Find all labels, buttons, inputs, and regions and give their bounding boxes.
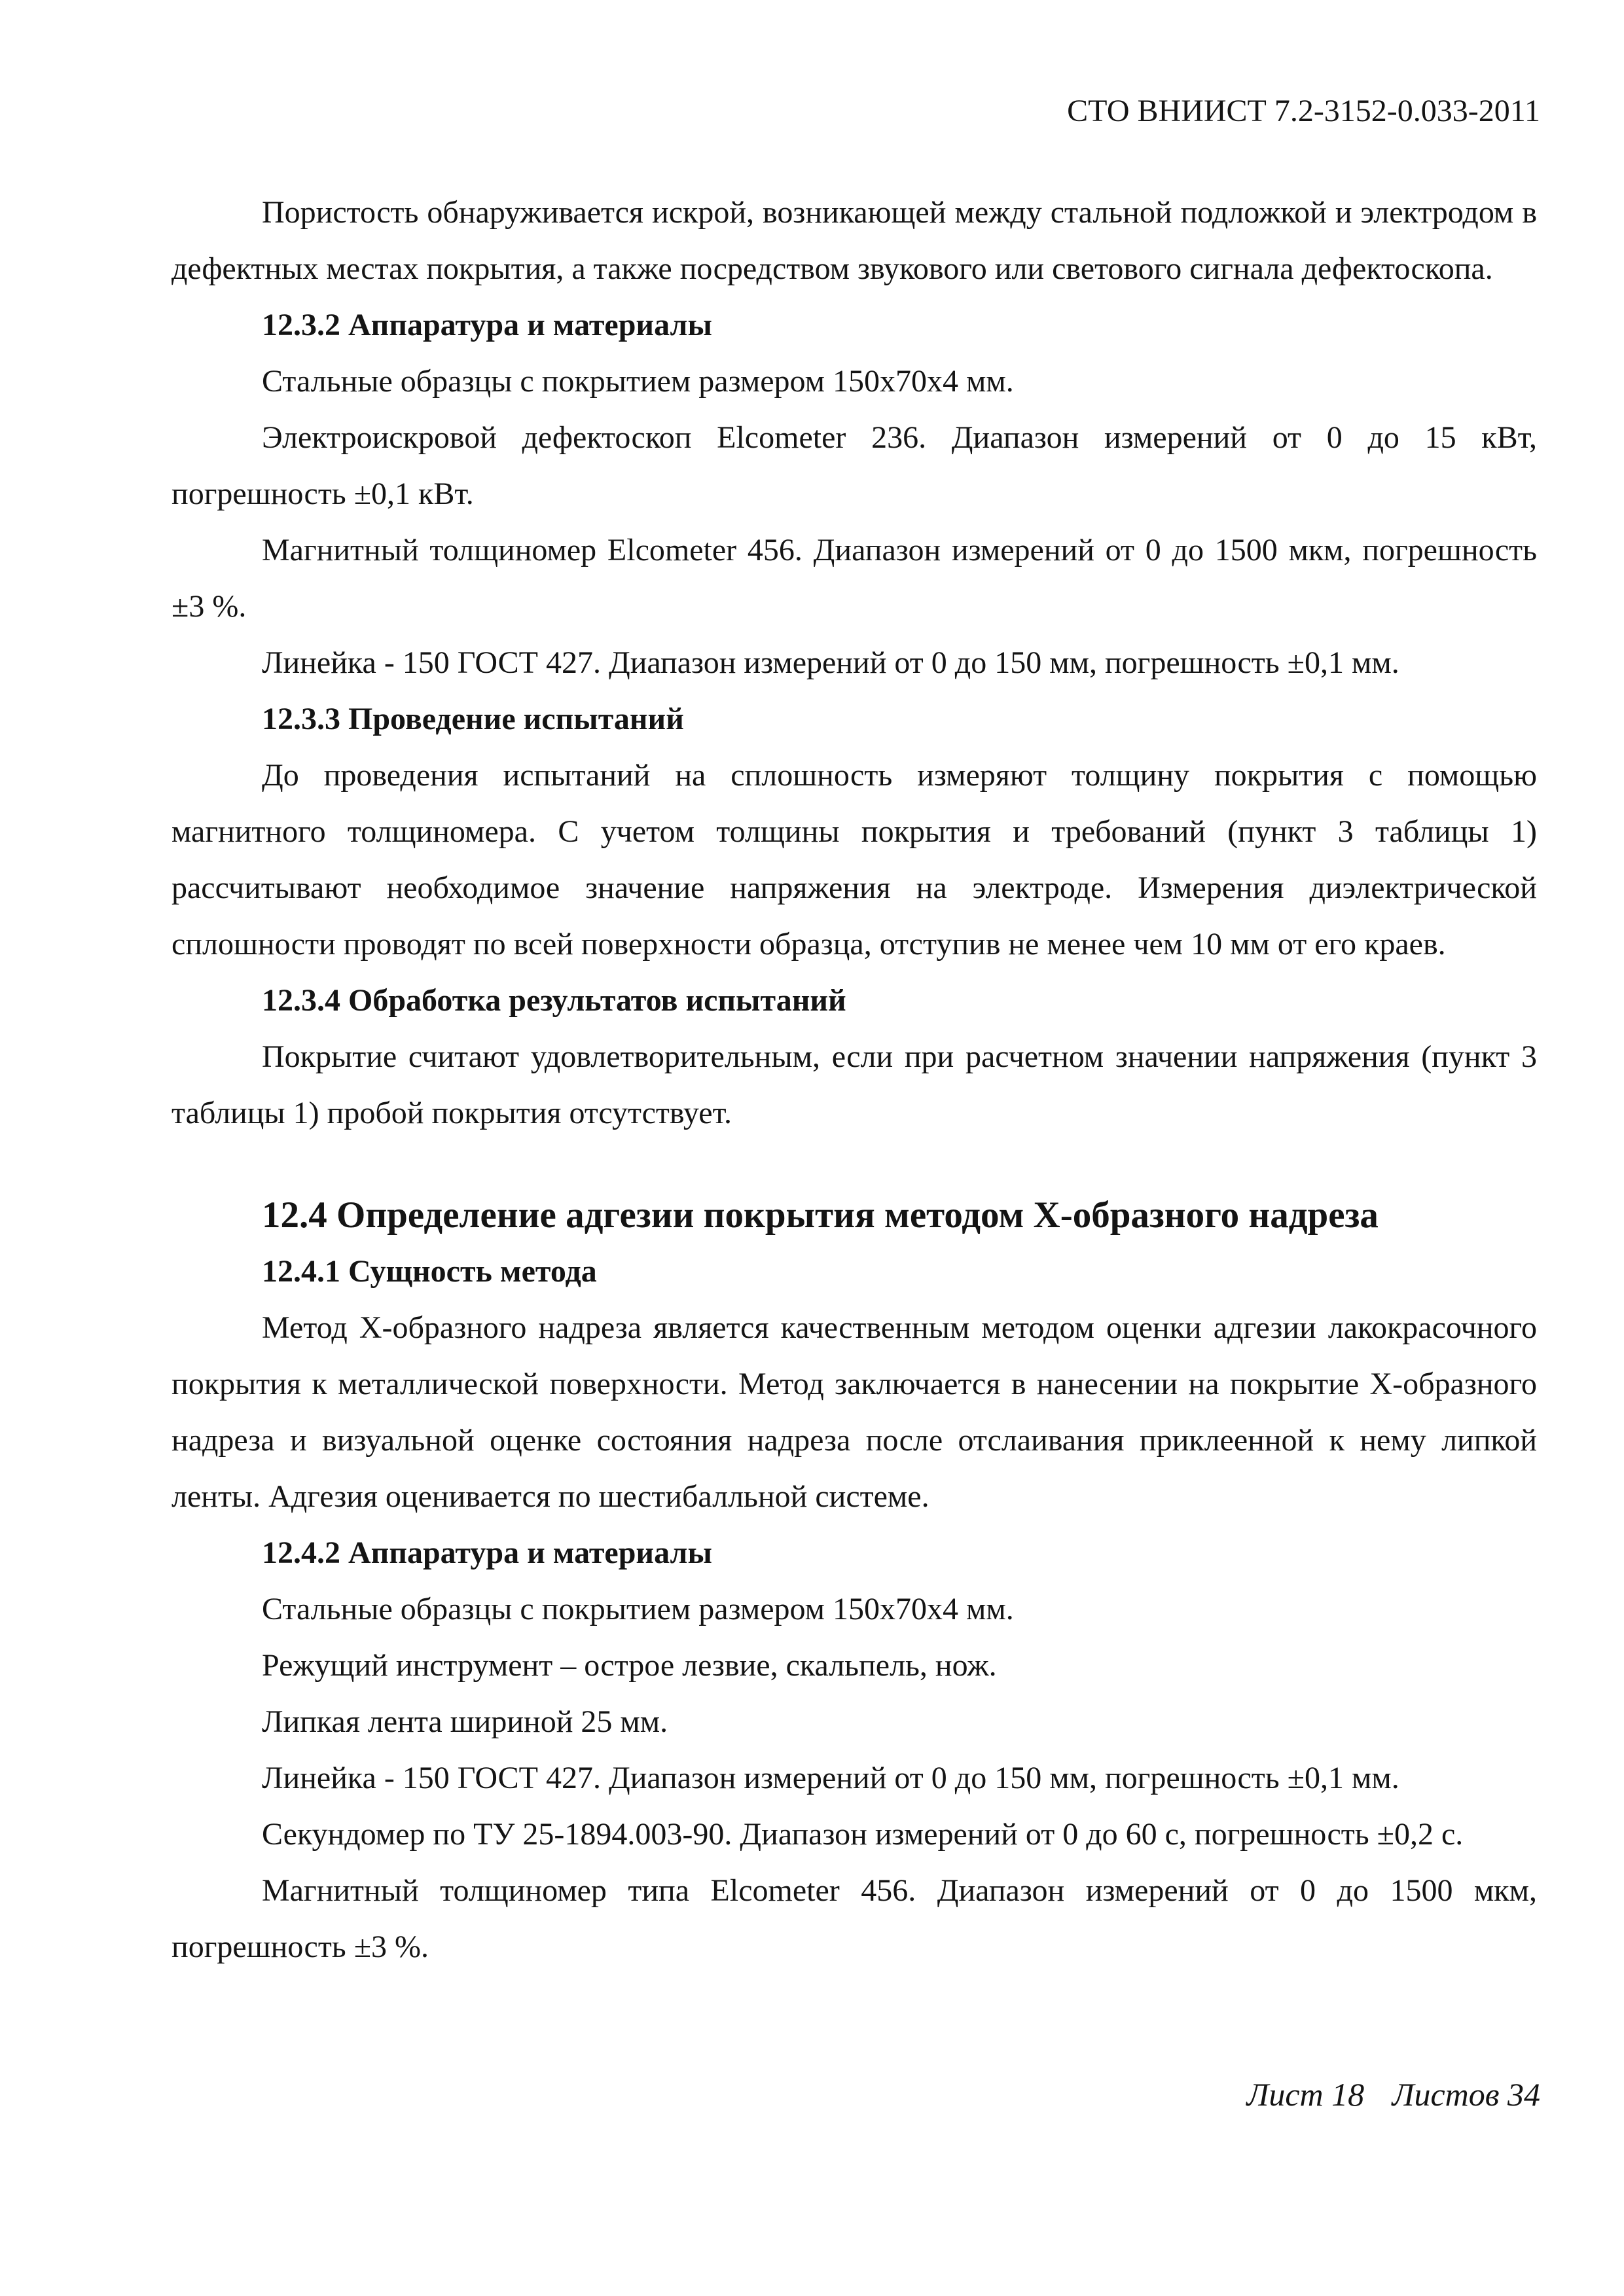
equipment-item: Режущий инструмент – острое лезвие, скальпель, нож. bbox=[262, 1648, 997, 1683]
equipment-item: Электроискровой дефектоскоп Elcometer 236. Диапазон измерений от 0 до 15 кВт, погрешность ±0,1 кВт. bbox=[171, 420, 1537, 511]
section-12-4-1-text: Метод X-образного надреза является качественным методом оценки адгезии лакокрасочного покрытия к металлической поверхности. Метод заключается в нанесении на покрытие X-образного надреза и визуальной оценке состояния надреза после отслаивания приклеенной к нему липкой ленты. Адгезия оценивается по шестибалльной системе. bbox=[171, 1310, 1537, 1514]
intro-paragraph: Пористость обнаруживается искрой, возникающей между стальной подложкой и электродом в дефектных местах покрытия, а также посредством звукового или светового сигнала дефектоскопа. bbox=[171, 195, 1537, 286]
section-12-3-4-text: Покрытие считают удовлетворительным, если при расчетном значении напряжения (пункт 3 таблицы 1) пробой покрытия отсутствует. bbox=[171, 1039, 1537, 1130]
page-footer bbox=[1246, 2075, 1540, 2114]
equipment-item: Линейка - 150 ГОСТ 427. Диапазон измерений от 0 до 150 мм, погрешность ±0,1 мм. bbox=[262, 1761, 1399, 1795]
equipment-item: Липкая лента шириной 25 мм. bbox=[262, 1704, 668, 1739]
equipment-item: Линейка - 150 ГОСТ 427. Диапазон измерений от 0 до 150 мм, погрешность ±0,1 мм. bbox=[262, 645, 1399, 680]
section-12-4-1-heading: 12.4.1 Сущность метода bbox=[262, 1254, 597, 1289]
section-12-4-heading: 12.4 Определение адгезии покрытия методом X-образного надреза bbox=[262, 1194, 1379, 1236]
equipment-item: Стальные образцы с покрытием размером 150х70х4 мм. bbox=[262, 364, 1014, 399]
section-12-3-3-heading: 12.3.3 Проведение испытаний bbox=[262, 702, 684, 736]
equipment-item: Магнитный толщиномер Elcometer 456. Диапазон измерений от 0 до 1500 мкм, погрешность ±3 %. bbox=[171, 533, 1537, 624]
sheet-number: Лист 18 bbox=[1246, 2076, 1365, 2113]
document-code: СТО ВНИИСТ 7.2-3152-0.033-2011 bbox=[1067, 94, 1540, 128]
equipment-item: Секундомер по ТУ 25-1894.003-90. Диапазон измерений от 0 до 60 с, погрешность ±0,2 с. bbox=[262, 1817, 1464, 1852]
section-12-3-4-heading: 12.3.4 Обработка результатов испытаний bbox=[262, 983, 846, 1018]
equipment-item: Магнитный толщиномер типа Elcometer 456. Диапазон измерений от 0 до 1500 мкм, погрешность ±3 %. bbox=[171, 1873, 1537, 1964]
section-12-3-3-text: До проведения испытаний на сплошность измеряют толщину покрытия с помощью магнитного толщиномера. С учетом толщины покрытия и требований (пункт 3 таблицы 1) рассчитывают необходимое значение напряжения на электроде. Измерения диэлектрической сплошности проводят по всей поверхности образца, отступив не менее чем 10 мм от его краев. bbox=[171, 758, 1537, 961]
equipment-item: Стальные образцы с покрытием размером 150х70х4 мм. bbox=[262, 1592, 1014, 1626]
document-body bbox=[171, 185, 1537, 1975]
sheets-total: Листов 34 bbox=[1392, 2076, 1540, 2113]
section-12-3-2-heading: 12.3.2 Аппаратура и материалы bbox=[262, 308, 712, 342]
section-12-4-2-heading: 12.4.2 Аппаратура и материалы bbox=[262, 1535, 712, 1570]
